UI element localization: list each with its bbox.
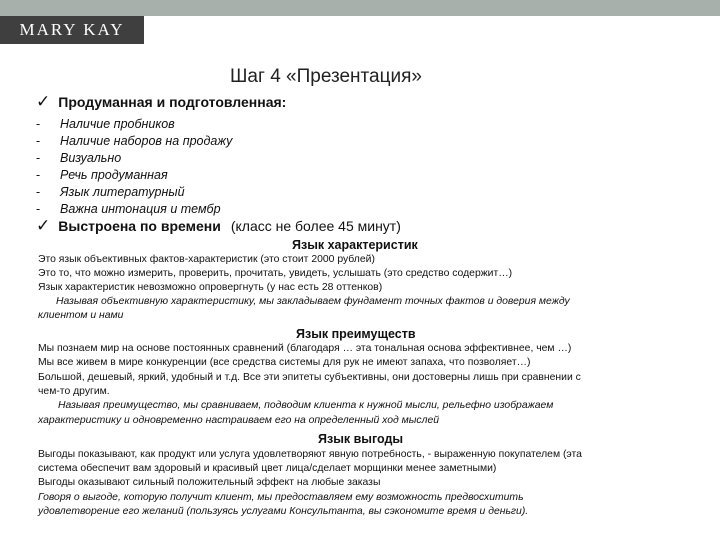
text-line: Это то, что можно измерить, проверить, прочитать, увидеть, услышать (это средство содержит…) [38, 268, 513, 279]
check-icon: ✓ [36, 216, 51, 235]
brand-logo [0, 16, 144, 44]
top-bar [0, 0, 720, 16]
slide-title: Шаг 4 «Презентация» [230, 66, 422, 87]
text-line: Называя объективную характеристику, мы закладываем фундамент точных фактов и доверия между [56, 296, 570, 307]
text-line: система обеспечит вам здоровый и красивый цвет лица/сделает морщинки менее заметными) [38, 463, 497, 474]
requirements-list [36, 117, 232, 219]
text-line: клиентом и нами [38, 310, 124, 321]
logo-text: MARY KAY [19, 20, 125, 39]
text-line: Говоря о выгоде, которую получит клиент, мы предоставляем ему возможность предвосхитить [38, 492, 524, 503]
check-icon: ✓ [36, 92, 51, 111]
check-item-label: Выстроена по времени [58, 218, 221, 234]
text-line: Мы все живем в мире конкуренции (все средства системы для рук не имеют запаха, что позволяет…) [38, 357, 531, 368]
list-item: - Язык литературный [36, 185, 185, 199]
list-item: - Визуально [36, 151, 122, 165]
check-item-prepared [36, 92, 286, 112]
section-heading-advantages: Язык преимуществ [296, 327, 416, 341]
text-line: чем-то другим. [38, 386, 110, 397]
text-line: Мы познаем мир на основе постоянных сравнений (благодаря … эта тональная основа эффективнее, чем …) [38, 343, 572, 354]
text-line: Это язык объективных фактов-характеристик (это стоит 2000 рублей) [38, 254, 375, 265]
text-line: Большой, дешевый, яркий, удобный и т.д. Все эти эпитеты субъективны, они достоверны лишь при сравнении с [38, 372, 581, 383]
text-line: Язык характеристик невозможно опровергнуть (у нас есть 28 оттенков) [38, 282, 383, 293]
list-item: - Наличие наборов на продажу [36, 134, 233, 148]
text-line: удовлетворение его желаний (пользуясь услугами Консультанта, вы сэкономите время и деньги). [38, 506, 529, 517]
check-item-timed [36, 216, 401, 236]
text-line: Выгоды показывают, как продукт или услуга удовлетворяют явную потребность, - выраженную покупателем (эта [38, 449, 582, 460]
check-item-label: Продуманная и подготовленная: [58, 94, 287, 110]
list-item: - Важна интонация и тембр [36, 202, 221, 216]
section-heading-characteristics: Язык характеристик [292, 238, 418, 252]
section-heading-benefits: Язык выгоды [318, 432, 404, 446]
text-line: Выгоды оказывают сильный положительный эффект на любые заказы [38, 477, 381, 488]
time-note: (класс не более 45 минут) [230, 218, 401, 234]
text-line: характеристику и одновременно настраиваем его на определенный ход мыслей [38, 415, 440, 426]
text-line: Называя преимущество, мы сравниваем, подводим клиента к нужной мысли, рельефно изображаем [58, 400, 554, 411]
list-item: - Наличие пробников [36, 117, 175, 131]
list-item: - Речь продуманная [36, 168, 168, 182]
